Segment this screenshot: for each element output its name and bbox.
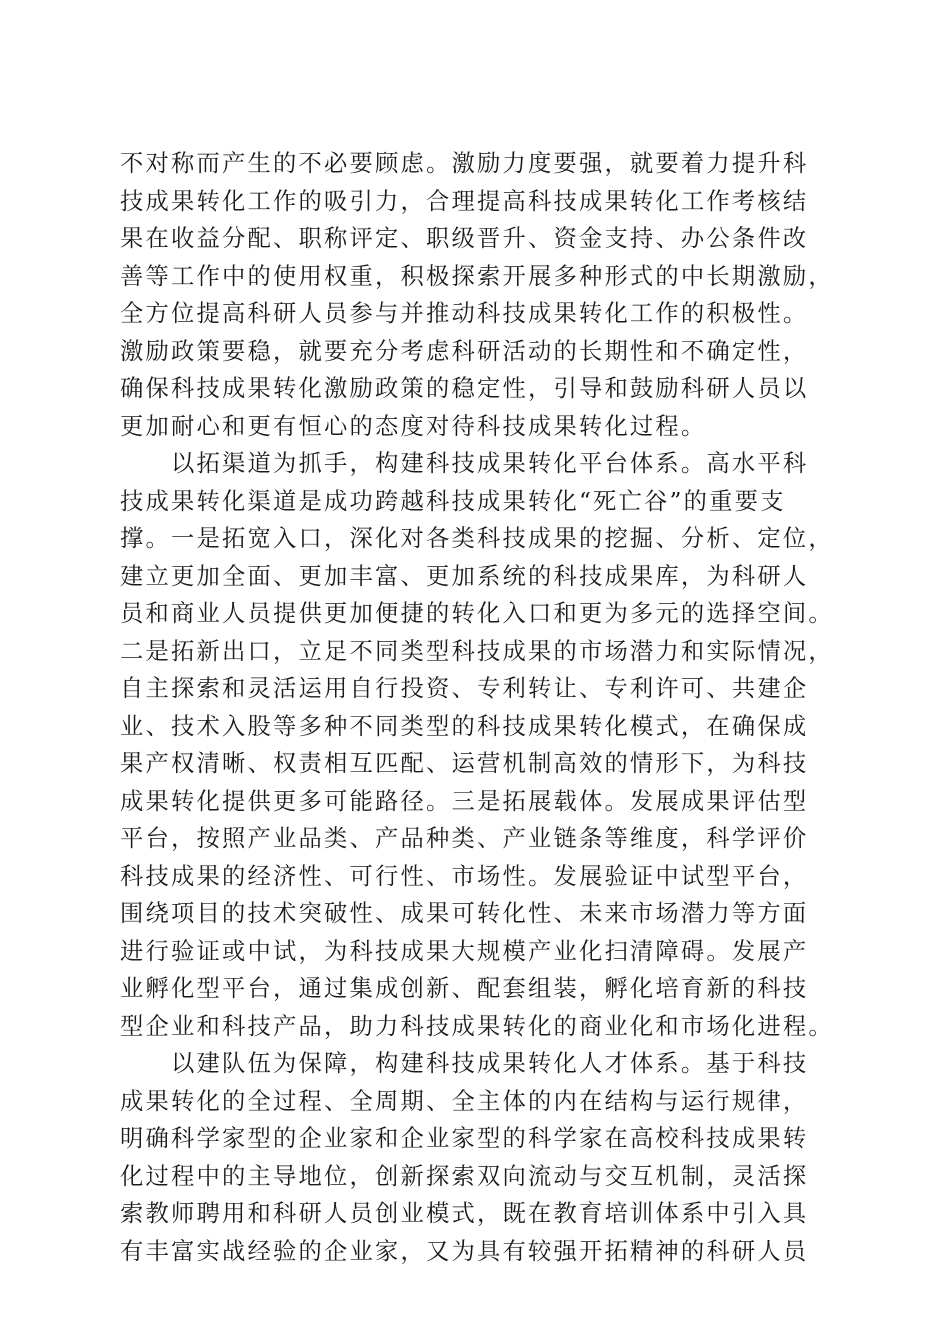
text-line: 业、技术入股等多种不同类型的科技成果转化模式，在确保成 bbox=[120, 712, 809, 740]
text-line: 果产权清晰、权责相互匹配、运营机制高效的情形下，为科技 bbox=[120, 750, 809, 777]
text-line: 全方位提高科研人员参与并推动科技成果转化工作的积极性。 bbox=[120, 300, 809, 327]
text-line: 技成果转化渠道是成功跨越科技成果转化“死亡谷”的重要支 bbox=[120, 487, 786, 515]
text-line: 果在收益分配、职称评定、职级晋升、资金支持、办公条件改 bbox=[120, 225, 809, 252]
text-line: 成果转化的全过程、全周期、全主体的内在结构与运行规律， bbox=[120, 1087, 809, 1115]
text-line: 激励政策要稳，就要充分考虑科研活动的长期性和不确定性， bbox=[120, 337, 809, 365]
text-line: 明确科学家型的企业家和企业家型的科学家在高校科技成果转 bbox=[120, 1125, 809, 1152]
paragraph-3 bbox=[120, 1045, 830, 1270]
text-line: 确保科技成果转化激励政策的稳定性，引导和鼓励科研人员以 bbox=[120, 375, 809, 402]
paragraph-2 bbox=[120, 445, 834, 1045]
text-line: 有丰富实战经验的企业家，又为具有较强开拓精神的科研人员 bbox=[120, 1237, 809, 1265]
paragraph-1 bbox=[120, 145, 834, 445]
text-line: 员和商业人员提供更加便捷的转化入口和更为多元的选择空间。 bbox=[120, 600, 834, 627]
text-line: 以拓渠道为抓手，构建科技成果转化平台体系。高水平科 bbox=[120, 450, 809, 477]
text-line: 科技成果的经济性、可行性、市场性。发展验证中试型平台， bbox=[120, 862, 809, 890]
text-line: 型企业和科技产品，助力科技成果转化的商业化和市场化进程。 bbox=[120, 1012, 834, 1040]
text-line: 围绕项目的技术突破性、成果可转化性、未来市场潜力等方面 bbox=[120, 900, 809, 927]
text-line: 平台，按照产业品类、产品种类、产业链条等维度，科学评价 bbox=[120, 825, 809, 852]
text-line: 以建队伍为保障，构建科技成果转化人才体系。基于科技 bbox=[120, 1050, 809, 1077]
text-line: 索教师聘用和科研人员创业模式，既在教育培训体系中引入具 bbox=[120, 1200, 809, 1227]
text-line: 建立更加全面、更加丰富、更加系统的科技成果库，为科研人 bbox=[120, 562, 809, 590]
text-line: 不对称而产生的不必要顾虑。激励力度要强，就要着力提升科 bbox=[120, 150, 809, 177]
text-line: 化过程中的主导地位，创新探索双向流动与交互机制，灵活探 bbox=[120, 1162, 809, 1190]
text-line: 业孵化型平台，通过集成创新、配套组装，孵化培育新的科技 bbox=[120, 975, 809, 1002]
text-line: 技成果转化工作的吸引力，合理提高科技成果转化工作考核结 bbox=[120, 187, 809, 215]
text-line: 善等工作中的使用权重，积极探索开展多种形式的中长期激励， bbox=[120, 262, 834, 290]
document-page bbox=[120, 145, 834, 1270]
text-line: 成果转化提供更多可能路径。三是拓展载体。发展成果评估型 bbox=[120, 787, 809, 815]
text-line: 二是拓新出口，立足不同类型科技成果的市场潜力和实际情况， bbox=[120, 637, 834, 665]
text-line: 更加耐心和更有恒心的态度对待科技成果转化过程。 bbox=[120, 412, 707, 440]
text-line: 自主探索和灵活运用自行投资、专利转让、专利许可、共建企 bbox=[120, 675, 809, 702]
text-line: 撑。一是拓宽入口，深化对各类科技成果的挖掘、分析、定位， bbox=[120, 525, 834, 552]
text-line: 进行验证或中试，为科技成果大规模产业化扫清障碍。发展产 bbox=[120, 937, 809, 965]
